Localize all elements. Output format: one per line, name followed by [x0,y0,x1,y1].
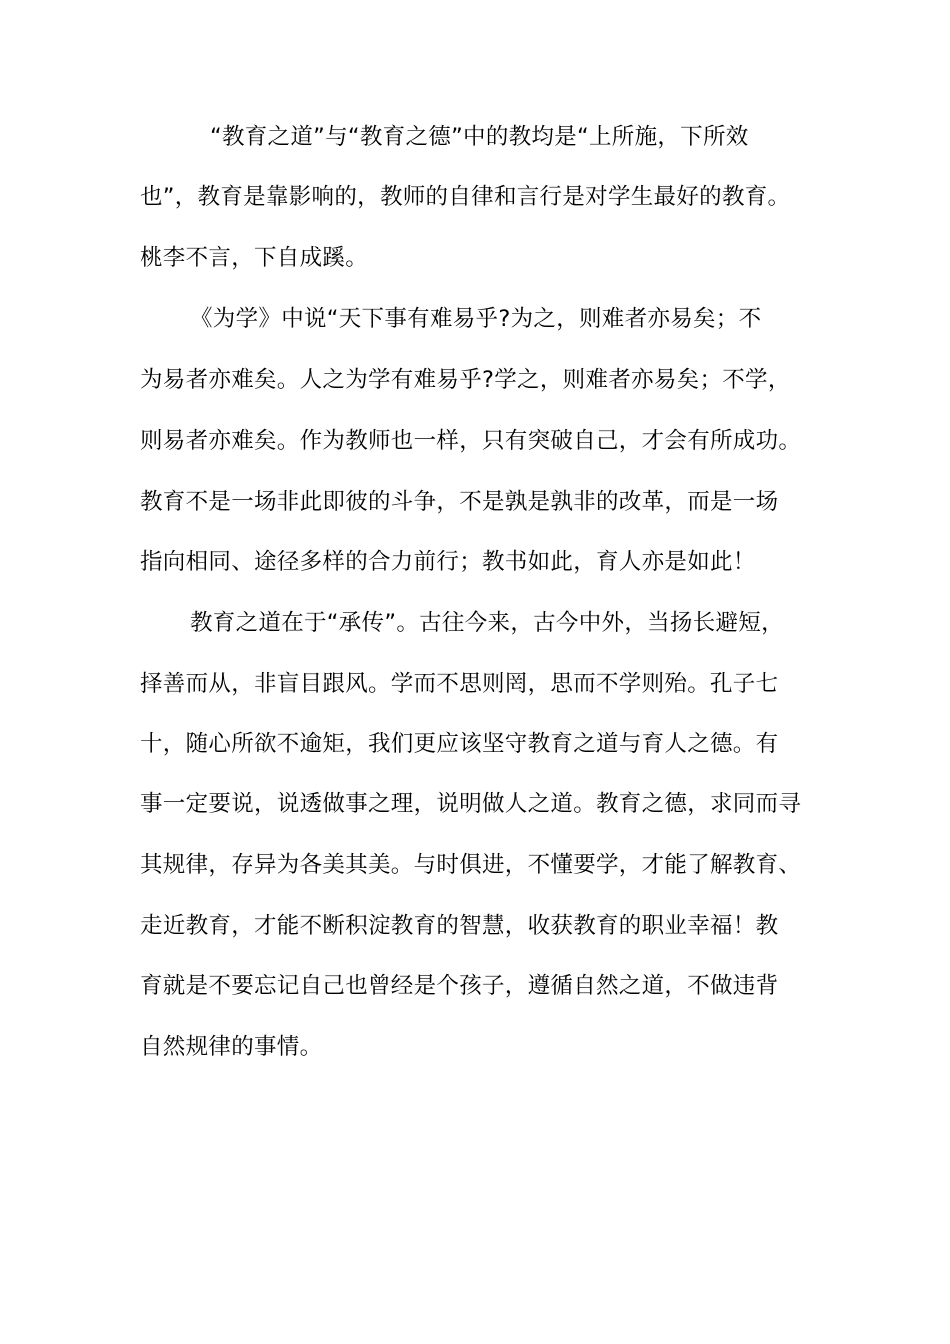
paragraph-2-line-5: 指向相同、途径多样的合力前行；教书如此，育人亦是如此！ [140,549,756,575]
paragraph-3-line-2: 择善而从，非盲目跟风。学而不思则罔，思而不学则殆。孔子七 [140,671,779,697]
paragraph-2-line-2: 为易者亦难矣。人之为学有难易乎?学之，则难者亦易矣；不学， [140,367,791,393]
paragraph-3-line-5: 其规律，存异为各美其美。与时俱进，不懂要学，才能了解教育、 [140,852,802,878]
paragraph-2-line-4: 教育不是一场非此即彼的斗争，不是孰是孰非的改革，而是一场 [140,489,779,515]
paragraph-3-line-8: 自然规律的事情。 [140,1034,323,1060]
paragraph-3-line-4: 事一定要说，说透做事之理，说明做人之道。教育之德，求同而寻 [140,791,802,817]
paragraph-3-line-7: 育就是不要忘记自己也曾经是个孩子，遵循自然之道，不做违背 [140,973,779,999]
paragraph-1-line-3: 桃李不言，下自成蹊。 [140,245,369,271]
paragraph-2-line-1: 《为学》中说“天下事有难易乎?为之，则难者亦易矣；不 [190,306,762,332]
paragraph-3-line-3: 十，随心所欲不逾矩，我们更应该坚守教育之道与育人之德。有 [140,731,779,757]
paragraph-1-line-2: 也”，教育是靠影响的，教师的自律和言行是对学生最好的教育。 [140,184,791,210]
paragraph-1-line-1: “教育之道”与“教育之德”中的教均是“上所施，下所效 [210,124,749,150]
paragraph-2-line-3: 则易者亦难矣。作为教师也一样，只有突破自己，才会有所成功。 [140,428,802,454]
paragraph-3-line-6: 走近教育，才能不断积淀教育的智慧，收获教育的职业幸福！教 [140,913,779,939]
paragraph-3-line-1: 教育之道在于“承传”。古往今来，古今中外，当扬长避短， [190,610,784,636]
